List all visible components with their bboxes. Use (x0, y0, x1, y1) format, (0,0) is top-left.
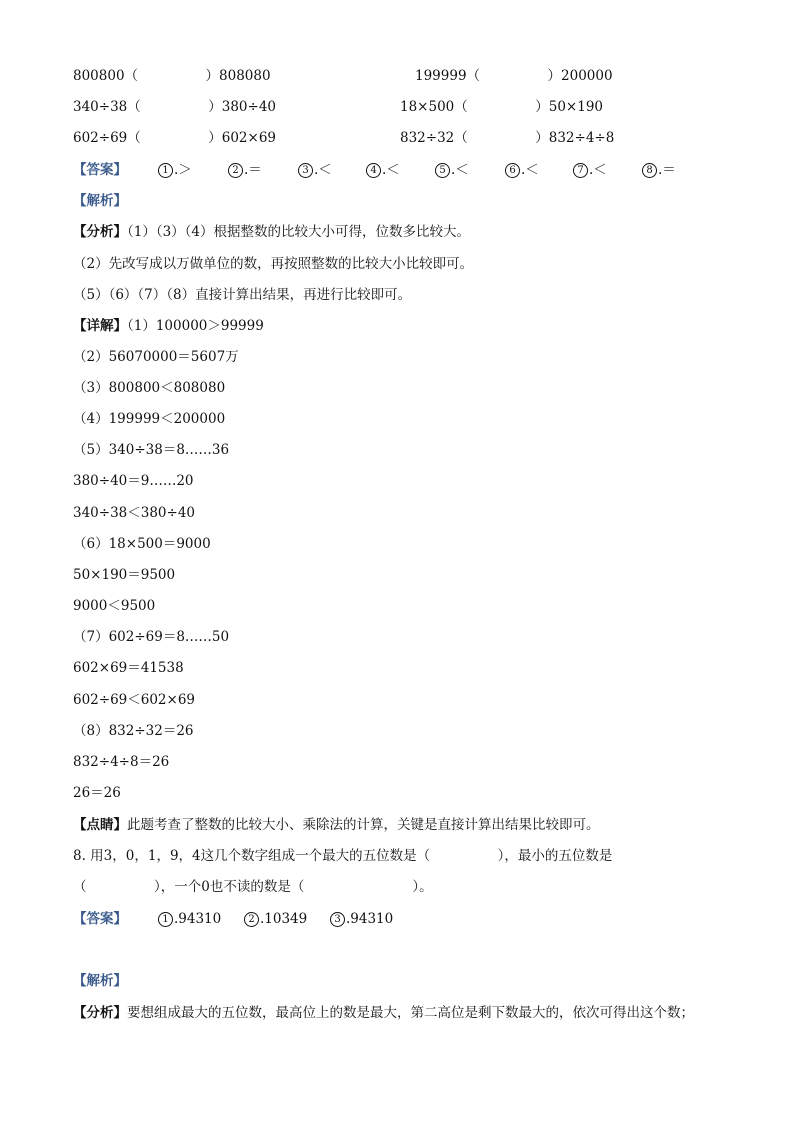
detail-line-1: 【详解】（1）100000＞99999 (73, 318, 264, 334)
detail-line: 50×190＝9500 (73, 567, 176, 583)
detail-line: （4）199999＜200000 (73, 411, 226, 427)
jiexi-tag: 【解析】 (73, 193, 127, 209)
detail-line: （6）18×500＝9000 (73, 536, 211, 552)
answer-item: 1 .＞ (158, 160, 192, 180)
detail-line: 9000＜9500 (73, 598, 156, 614)
detail-line: 26＝26 (73, 785, 121, 801)
analysis-line-2: （2）先改写成以万做单位的数，再按照整数的比较大小比较即可。 (73, 256, 474, 272)
answer-item: 6 .＜ (505, 160, 539, 180)
answer-item: 2 .10349 (244, 909, 307, 929)
question-8-line-1: 8. 用3，0，1，9，4这几个数字组成一个最大的五位数是（ ），最小的五位数是 (73, 848, 613, 864)
detail-line: 380÷40＝9……20 (73, 473, 194, 489)
detail-line: （5）340÷38＝8……36 (73, 442, 230, 458)
dianjing-tag: 【点睛】 (73, 817, 127, 833)
analysis-tag: 【分析】 (73, 224, 127, 240)
compare-row-1-left: 800800（ ）808080 (73, 68, 271, 84)
detail-line: （7）602÷69＝8……50 (73, 629, 230, 645)
analysis-line-3: （5）（6）（7）（8）直接计算出结果，再进行比较即可。 (73, 287, 412, 303)
answer-item: 3 .＜ (298, 160, 332, 180)
answer-item: 4 .＜ (366, 160, 400, 180)
jiexi-tag: 【解析】 (73, 973, 127, 989)
compare-row-3-right: 832÷32（ ）832÷4÷8 (400, 130, 615, 146)
answer-item: 1 .94310 (158, 909, 221, 929)
answer-tag: 【答案】 (73, 911, 127, 927)
compare-row-2-left: 340÷38（ ）380÷40 (73, 99, 277, 115)
question-8-line-2: （ ），一个0也不读的数是（ ）。 (73, 879, 433, 895)
answer-tag: 【答案】 (73, 162, 127, 178)
analysis-tag: 【分析】 (73, 1005, 127, 1021)
answer-item: 2 .＝ (228, 160, 262, 180)
detail-line: 602×69＝41538 (73, 660, 184, 676)
detail-line: （3）800800＜808080 (73, 380, 226, 396)
answer-item: 3 .94310 (330, 909, 393, 929)
detail-tag: 【详解】 (73, 318, 127, 334)
detail-line: 602÷69＜602×69 (73, 692, 196, 708)
compare-row-2-right: 18×500（ ）50×190 (400, 99, 604, 115)
analysis-line-1: 【分析】（1）（3）（4）根据整数的比较大小可得，位数多比较大。 (73, 224, 471, 240)
answer-item: 8 .＝ (642, 160, 676, 180)
answer-block-2 (73, 909, 127, 929)
detail-line: 832÷4÷8＝26 (73, 754, 170, 770)
dianjing-line: 【点睛】此题考查了整数的比较大小、乘除法的计算，关键是直接计算出结果比较即可。 (73, 817, 600, 833)
answer-item: 7 .＜ (573, 160, 607, 180)
detail-line: （2）56070000＝5607万 (73, 349, 239, 365)
compare-row-1-right: 199999（ ）200000 (415, 68, 613, 84)
detail-line: （8）832÷32＝26 (73, 723, 194, 739)
detail-line: 340÷38＜380÷40 (73, 505, 196, 521)
answer-item: 5 .＜ (435, 160, 469, 180)
analysis-line: 【分析】要想组成最大的五位数，最高位上的数是最大，第二高位是剩下数最大的，依次可得出这个数； (73, 1005, 694, 1021)
compare-row-3-left: 602÷69（ ）602×69 (73, 130, 277, 146)
answer-block-1 (73, 160, 127, 180)
